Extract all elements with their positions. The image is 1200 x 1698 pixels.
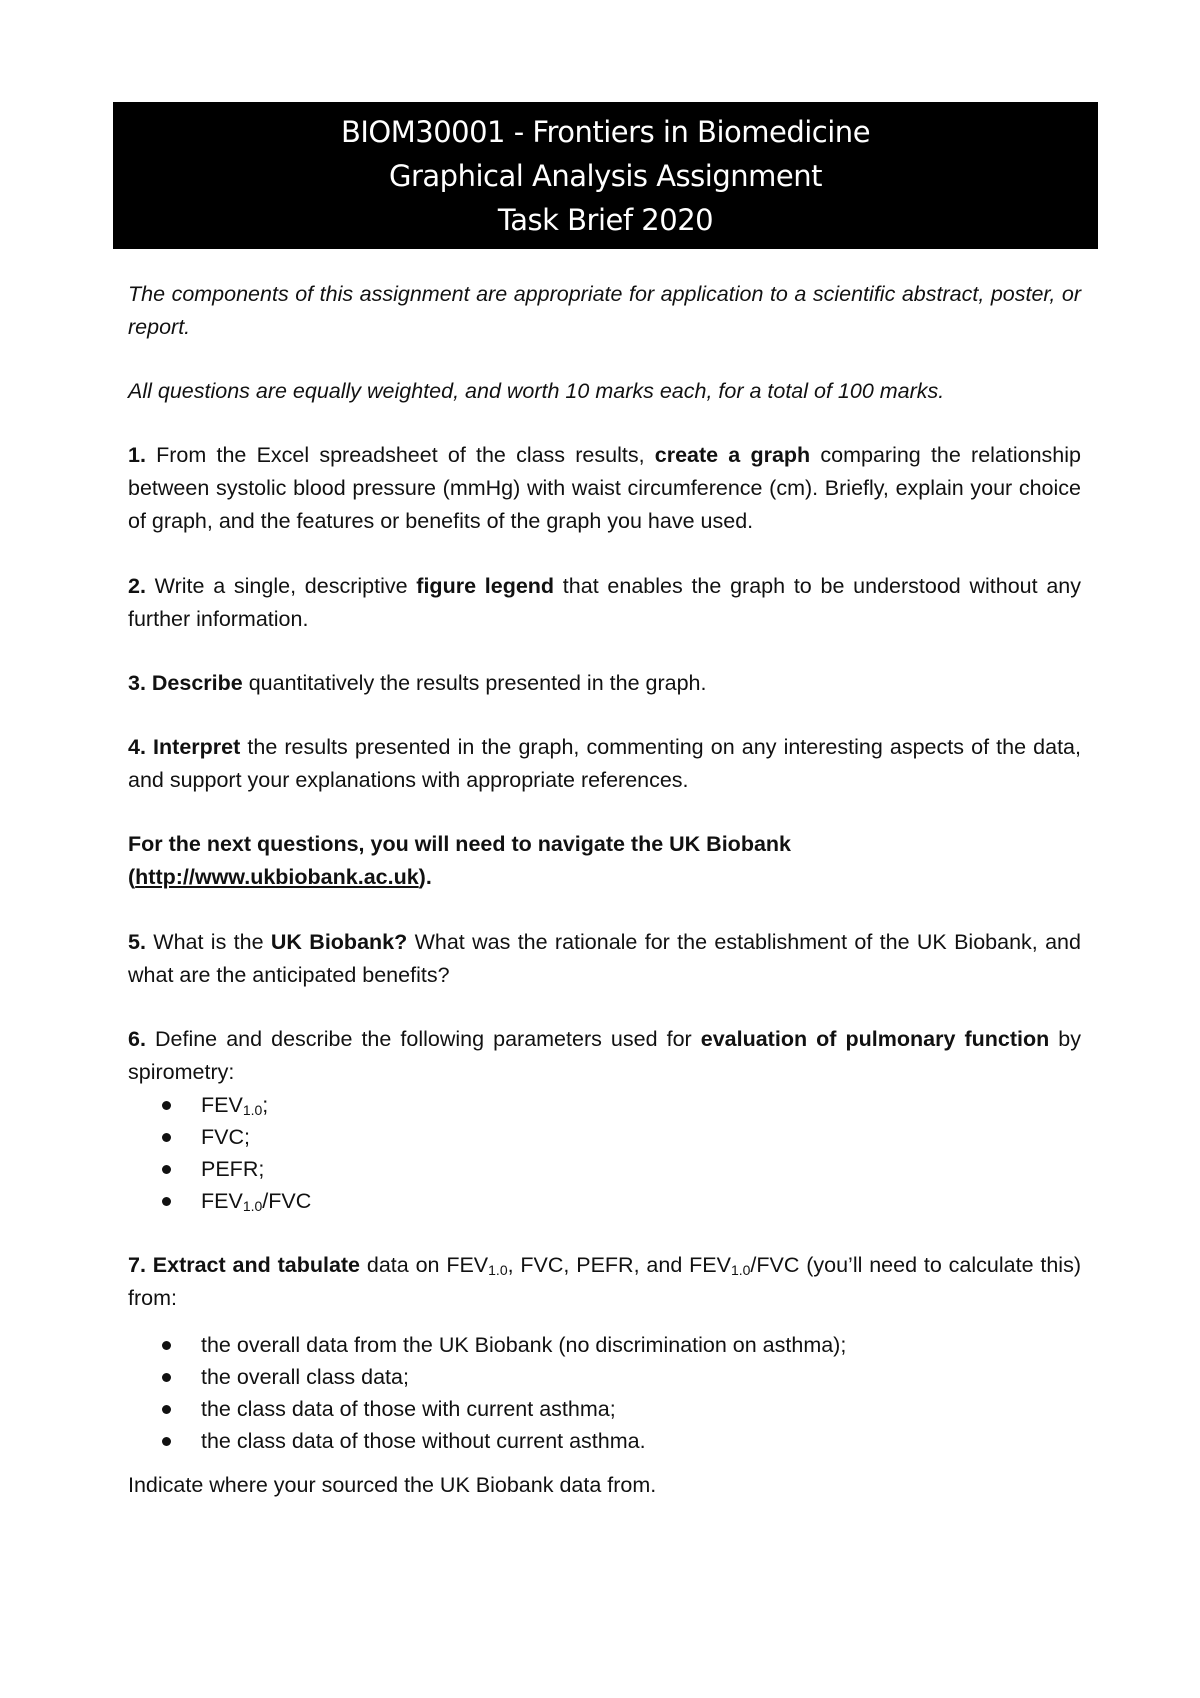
list-item (128, 1329, 1081, 1361)
question-3 (128, 667, 1081, 700)
bullet-icon (162, 1197, 171, 1206)
brief-title: Task Brief 2020 (497, 202, 714, 237)
question-7 (128, 1249, 1081, 1315)
question-emphasis: evaluation of pulmonary function (700, 1027, 1050, 1051)
question-1 (128, 439, 1081, 538)
list-item (128, 1425, 1081, 1457)
bullet-icon (162, 1405, 171, 1414)
item-text: the class data of those with current asthma; (201, 1397, 616, 1421)
item-text: FEV (201, 1093, 243, 1117)
subscript: 1.0 (730, 1262, 751, 1278)
item-tail: ; (262, 1093, 269, 1117)
question-text: , FVC, PEFR, and FEV (507, 1253, 731, 1277)
item-text: PEFR; (201, 1157, 265, 1181)
question-text: What is the (145, 930, 271, 954)
question-number: 2. (128, 574, 146, 598)
assignment-title: Graphical Analysis Assignment (389, 158, 822, 193)
bullet-icon (162, 1101, 171, 1110)
question-number: 5. (128, 930, 146, 954)
item-tail: /FVC (262, 1189, 312, 1213)
question-number: 7. Extract and tabulate (128, 1253, 361, 1277)
list-item (128, 1089, 1081, 1121)
question-text: /FVC (you’ll need to calculate this) from: (128, 1253, 1081, 1310)
item-text: FEV (201, 1189, 243, 1213)
spirometry-parameter-list (128, 1089, 1081, 1217)
bullet-icon (162, 1341, 171, 1350)
question-2 (128, 570, 1081, 636)
item-text: the overall data from the UK Biobank (no discrimination on asthma); (201, 1333, 847, 1357)
question-emphasis: UK Biobank? (270, 930, 408, 954)
intro-paragraph: The components of this assignment are appropriate for application to a scientific abstract, poster, or report. (128, 282, 1081, 339)
list-item (128, 1153, 1081, 1185)
question-text: Define and describe the following parameters used for (145, 1027, 701, 1051)
list-item (128, 1361, 1081, 1393)
question-number: 1. (128, 443, 146, 467)
item-text: the class data of those without current asthma. (201, 1429, 646, 1453)
bullet-icon (162, 1373, 171, 1382)
next-questions-text: For the next questions, you will need to navigate the UK Biobank (128, 832, 791, 856)
question-emphasis: figure legend (416, 574, 555, 598)
paren-close: ). (418, 865, 432, 889)
question-text: the results presented in the graph, commenting on any interesting aspects of the data, and support your explanations with appropriate references. (128, 735, 1081, 792)
question-emphasis: create a graph (654, 443, 811, 467)
subscript: 1.0 (488, 1262, 508, 1278)
question-text: by spirometry: (128, 1027, 1082, 1084)
question-text: What was the rationale for the establishment of the UK Biobank, and what are the anticipated benefits? (128, 930, 1081, 987)
question-number: 3. Describe (128, 671, 243, 695)
item-text: the overall class data; (201, 1365, 409, 1389)
question-text: quantitatively the results presented in the graph. (242, 671, 707, 695)
question-text: comparing the relationship between systolic blood pressure (mmHg) with waist circumference (cm). Briefly, explain your choice of graph, and the features or benefits of the graph you have used. (128, 443, 1081, 533)
data-source-list (128, 1329, 1081, 1457)
item-subscript: 1.0 (242, 1198, 263, 1214)
ukbiobank-link[interactable]: http://www.ukbiobank.ac.uk (135, 865, 419, 889)
question-4 (128, 731, 1081, 797)
source-note: Indicate where your sourced the UK Biobank data from. (128, 1473, 657, 1497)
question-6 (128, 1023, 1081, 1089)
list-item (128, 1121, 1081, 1153)
item-subscript: 1.0 (242, 1102, 263, 1118)
next-questions-note (128, 828, 1081, 894)
question-text: From the Excel spreadsheet of the class results, (145, 443, 655, 467)
question-number: 6. (128, 1027, 146, 1051)
list-item (128, 1393, 1081, 1425)
bullet-icon (162, 1165, 171, 1174)
document-body (128, 278, 1081, 1502)
list-item (128, 1185, 1081, 1217)
marks-note: All questions are equally weighted, and worth 10 marks each, for a total of 100 marks. (128, 379, 945, 403)
bullet-icon (162, 1133, 171, 1142)
paren-open: ( (128, 865, 136, 889)
question-text: data on FEV (360, 1253, 489, 1277)
question-number: 4. Interpret (128, 735, 241, 759)
course-title: BIOM30001 - Frontiers in Biomedicine (340, 114, 871, 149)
question-5 (128, 926, 1081, 992)
question-text: Write a single, descriptive (145, 574, 417, 598)
item-text: FVC; (201, 1125, 250, 1149)
title-banner (113, 102, 1098, 249)
bullet-icon (162, 1437, 171, 1446)
question-text: that enables the graph to be understood without any further information. (128, 574, 1082, 631)
